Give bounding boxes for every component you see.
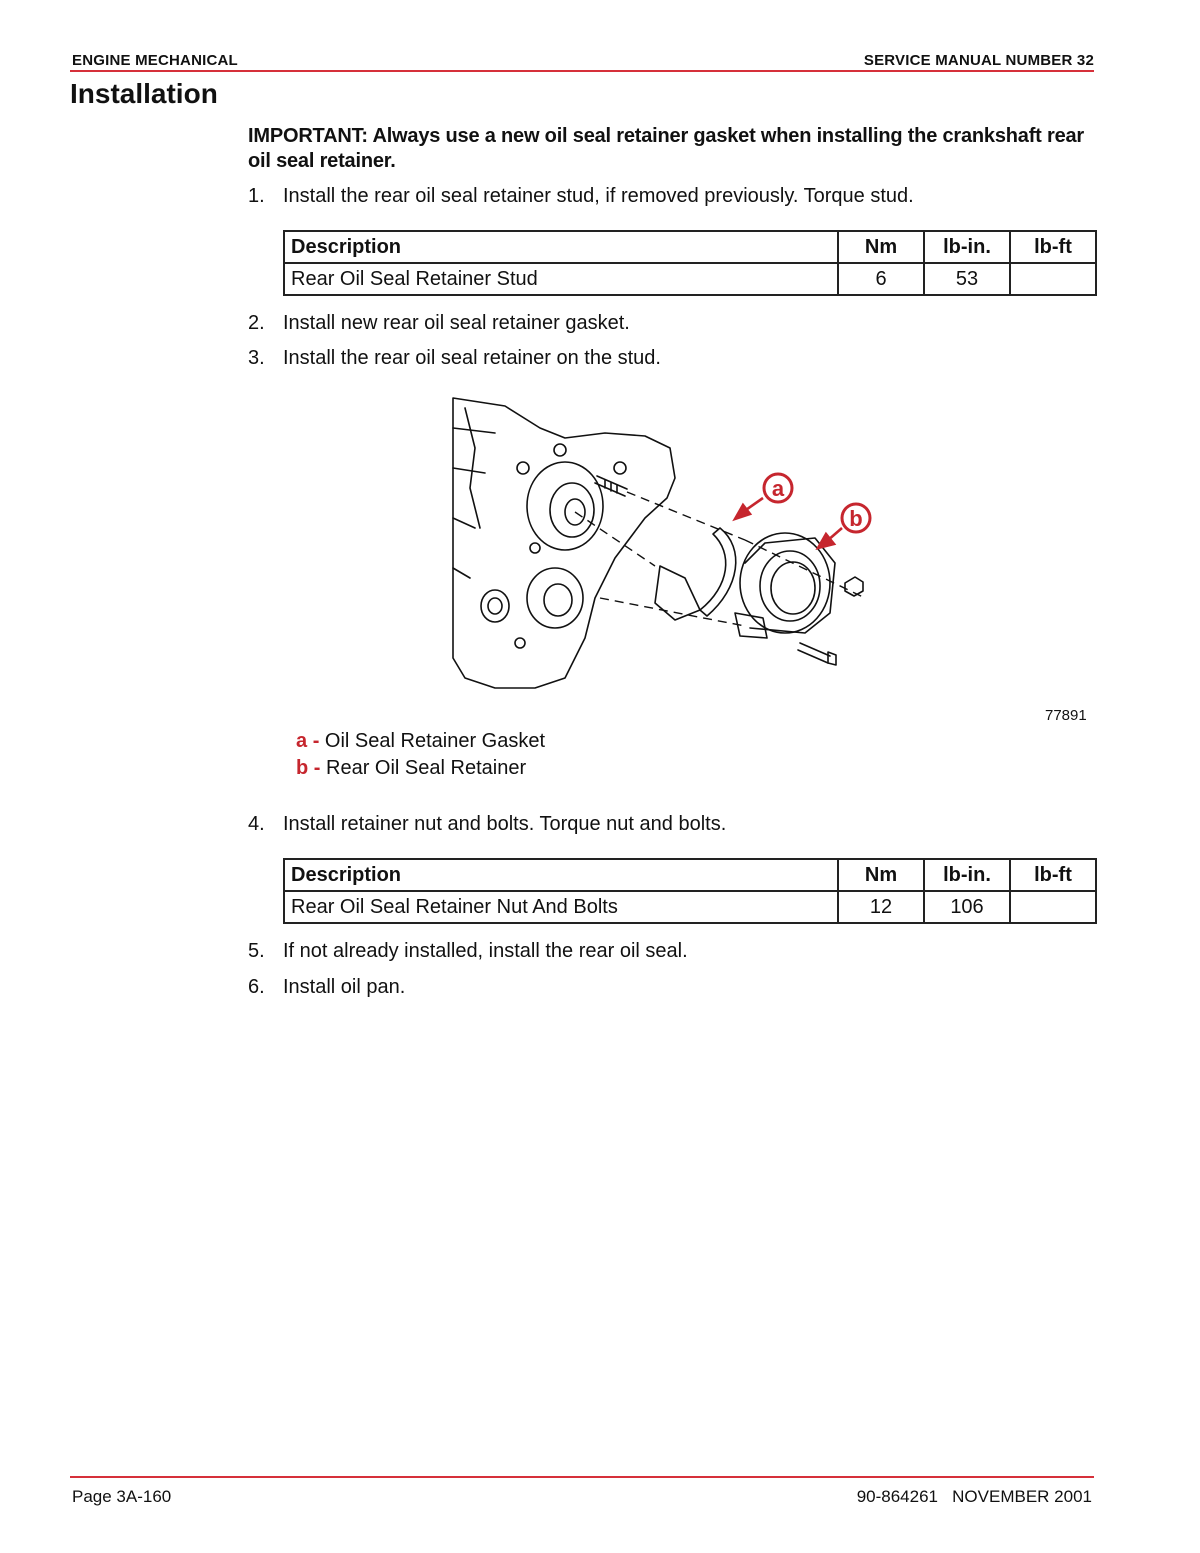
step-text: Install the rear oil seal retainer stud, if removed previously. Torque stud. [283, 185, 914, 207]
step-1 [248, 185, 914, 208]
col-header-description: Description [284, 859, 838, 891]
col-header-lbin: lb-in. [924, 231, 1010, 263]
col-header-nm: Nm [838, 231, 924, 263]
torque-table-stud [283, 230, 1097, 296]
legend-key: b [296, 757, 309, 779]
page-number: Page 3A-160 [72, 1487, 172, 1506]
step-text: If not already installed, install the rear oil seal. [283, 940, 688, 962]
running-header-right: SERVICE MANUAL NUMBER 32 [863, 52, 1094, 69]
table-row [284, 263, 1096, 295]
step-text: Install new rear oil seal retainer gasket. [283, 312, 630, 334]
step-number: 2. [248, 312, 265, 334]
step-2 [248, 312, 630, 335]
step-text: Install oil pan. [283, 976, 406, 998]
header-rule [70, 70, 1094, 72]
footer-rule [70, 1476, 1094, 1478]
figure-number: 77891 [1045, 707, 1087, 724]
legend-key: a [296, 730, 308, 752]
torque-table-nut-bolts [283, 858, 1097, 924]
step-text: Install the rear oil seal retainer on the stud. [283, 347, 661, 369]
step-number: 4. [248, 813, 265, 835]
step-4 [248, 813, 726, 836]
important-note: IMPORTANT: Always use a new oil seal retainer gasket when installing the crankshaft rear oil seal retainer. [248, 125, 1084, 172]
legend-text: Rear Oil Seal Retainer [326, 757, 527, 779]
document-id-date: 90-864261 NOVEMBER 2001 [856, 1487, 1092, 1506]
legend-item-b [296, 757, 526, 780]
cell-description: Rear Oil Seal Retainer Nut And Bolts [284, 891, 838, 923]
col-header-description: Description [284, 231, 838, 263]
cell-nm: 12 [838, 891, 924, 923]
step-number: 1. [248, 185, 265, 207]
col-header-lbft: lb-ft [1010, 231, 1096, 263]
callout-a-label: a [771, 476, 785, 501]
cell-lbft [1010, 263, 1096, 295]
cell-description: Rear Oil Seal Retainer Stud [284, 263, 838, 295]
step-number: 5. [248, 940, 265, 962]
cell-lbin: 53 [924, 263, 1010, 295]
col-header-lbin: lb-in. [924, 859, 1010, 891]
legend-text: Oil Seal Retainer Gasket [324, 730, 546, 752]
step-number: 6. [248, 976, 265, 998]
section-title: Installation [70, 78, 218, 109]
table-row [284, 891, 1096, 923]
engine-rear-seal-illustration [445, 388, 885, 698]
cell-lbft [1010, 891, 1096, 923]
cell-nm: 6 [838, 263, 924, 295]
running-header-left: ENGINE MECHANICAL [72, 52, 238, 69]
cell-lbin: 106 [924, 891, 1010, 923]
step-number: 3. [248, 347, 265, 369]
legend-item-a [296, 730, 545, 753]
legend-separator: - [312, 730, 320, 752]
step-5 [248, 940, 688, 963]
step-text: Install retainer nut and bolts. Torque nut and bolts. [283, 813, 727, 835]
callout-b-label: b [849, 506, 863, 531]
col-header-nm: Nm [838, 859, 924, 891]
step-6 [248, 976, 405, 999]
col-header-lbft: lb-ft [1010, 859, 1096, 891]
step-3 [248, 347, 661, 370]
table-header-row [284, 859, 1096, 891]
legend-separator: - [313, 757, 321, 779]
table-header-row [284, 231, 1096, 263]
